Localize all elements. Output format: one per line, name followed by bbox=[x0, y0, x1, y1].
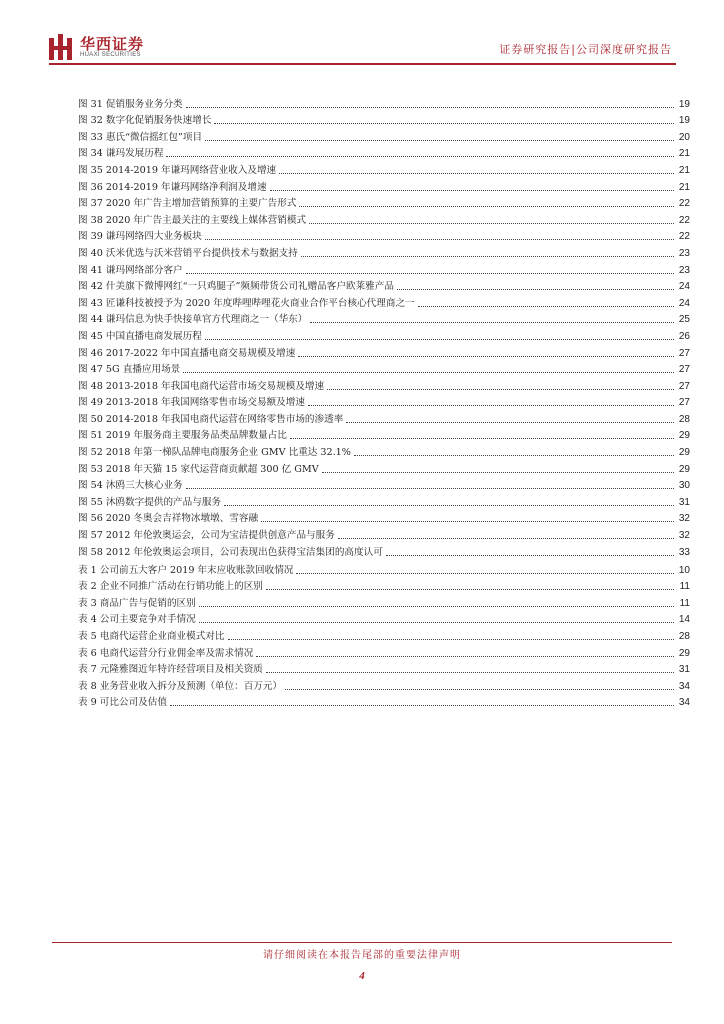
toc-entry-page-number: 22 bbox=[678, 214, 690, 226]
toc-entry-label: 表 5 电商代运营企业商业模式对比 bbox=[78, 630, 225, 642]
toc-entry-page-number: 30 bbox=[678, 480, 690, 492]
toc-entry-label: 表 9 可比公司及估值 bbox=[78, 697, 167, 709]
dot-leader bbox=[310, 322, 674, 323]
table-index-entry[interactable] bbox=[78, 610, 690, 627]
toc-entry-page-number: 32 bbox=[678, 530, 690, 542]
dot-leader bbox=[199, 622, 674, 623]
dot-leader bbox=[346, 422, 674, 423]
dot-leader bbox=[308, 405, 674, 406]
toc-entry-page-number: 20 bbox=[678, 131, 690, 143]
page-header bbox=[0, 0, 724, 70]
figure-index-entry[interactable] bbox=[78, 492, 690, 509]
dot-leader bbox=[270, 190, 674, 191]
figure-index-entry[interactable] bbox=[78, 393, 690, 410]
toc-entry-label: 图 44 谦玛信息为快手快接单官方代理商之一（华东） bbox=[78, 314, 308, 326]
toc-entry-page-number: 34 bbox=[678, 680, 690, 692]
figure-index-entry[interactable] bbox=[78, 277, 690, 294]
figure-index-entry[interactable] bbox=[78, 509, 690, 526]
toc-entry-label: 表 4 公司主要竞争对手情况 bbox=[78, 614, 196, 626]
toc-entry-label: 图 45 中国直播电商发展历程 bbox=[78, 330, 202, 342]
table-index-entry[interactable] bbox=[78, 626, 690, 643]
figure-index-entry[interactable] bbox=[78, 442, 690, 459]
dot-leader bbox=[170, 705, 674, 706]
toc-entry-label: 图 36 2014-2019 年谦玛网络净利润及增速 bbox=[78, 181, 267, 193]
toc-entry-page-number: 11 bbox=[679, 581, 690, 593]
dot-leader bbox=[205, 239, 674, 240]
toc-entry-label: 图 46 2017-2022 年中国直播电商交易规模及增速 bbox=[78, 347, 296, 359]
figure-index-entry[interactable] bbox=[78, 426, 690, 443]
huaxi-logo-icon bbox=[49, 34, 73, 60]
toc-entry-label: 图 42 什美旗下微博网红“一只鸡腿子”频频带货公司礼赠品客户欧莱雅产品 bbox=[78, 281, 394, 293]
toc-entry-label: 图 39 谦玛网络四大业务板块 bbox=[78, 231, 202, 243]
figure-index-entry[interactable] bbox=[78, 525, 690, 542]
toc-entry-page-number: 29 bbox=[678, 430, 690, 442]
toc-entry-page-number: 28 bbox=[678, 413, 690, 425]
dot-leader bbox=[309, 223, 674, 224]
toc-entry-page-number: 21 bbox=[678, 148, 690, 160]
table-index-entry[interactable] bbox=[78, 593, 690, 610]
figure-index-entry[interactable] bbox=[78, 260, 690, 277]
figure-index-entry[interactable] bbox=[78, 293, 690, 310]
dot-leader bbox=[338, 538, 674, 539]
dot-leader bbox=[301, 256, 674, 257]
toc-entry-label: 图 50 2014-2018 年我国电商代运营在网络零售市场的渗透率 bbox=[78, 413, 344, 425]
figure-index-entry[interactable] bbox=[78, 360, 690, 377]
toc-entry-page-number: 29 bbox=[678, 447, 690, 459]
toc-entry-label: 图 33 惠氏“微信摇红包”项目 bbox=[78, 131, 203, 143]
header-divider bbox=[49, 63, 676, 65]
table-index-entry[interactable] bbox=[78, 660, 690, 677]
toc-entry-page-number: 29 bbox=[678, 647, 690, 659]
toc-entry-label: 图 52 2018 年第一梯队品牌电商服务企业 GMV 比重达 32.1% bbox=[78, 447, 351, 459]
toc-entry-page-number: 25 bbox=[678, 314, 690, 326]
toc-entry-page-number: 31 bbox=[678, 664, 690, 676]
toc-entry-page-number: 22 bbox=[678, 198, 690, 210]
figure-index-entry[interactable] bbox=[78, 409, 690, 426]
dot-leader bbox=[327, 389, 674, 390]
toc-entry-label: 图 31 促销服务业务分类 bbox=[78, 98, 183, 110]
toc-entry-page-number: 23 bbox=[678, 247, 690, 259]
figure-index-entry[interactable] bbox=[78, 210, 690, 227]
dot-leader bbox=[228, 639, 674, 640]
dot-leader bbox=[322, 472, 674, 473]
toc-entry-label: 图 34 谦玛发展历程 bbox=[78, 148, 164, 160]
toc-entry-page-number: 14 bbox=[678, 614, 690, 626]
logo-name-cn: 华西证券 bbox=[80, 35, 145, 53]
dot-leader bbox=[214, 123, 674, 124]
figure-index-entry[interactable] bbox=[78, 177, 690, 194]
toc-entry-label: 图 48 2013-2018 年我国电商代运营市场交易规模及增速 bbox=[78, 380, 325, 392]
toc-entry-label: 图 32 数字化促销服务快速增长 bbox=[78, 115, 212, 127]
table-index-list bbox=[78, 560, 690, 709]
table-index-entry[interactable] bbox=[78, 676, 690, 693]
toc-entry-page-number: 27 bbox=[678, 364, 690, 376]
toc-entry-label: 表 7 元隆雅图近年特许经营项目及相关资质 bbox=[78, 664, 263, 676]
toc-entry-label: 图 49 2013-2018 年我国网络零售市场交易额及增速 bbox=[78, 397, 305, 409]
toc-entry-page-number: 34 bbox=[678, 697, 690, 709]
figure-index-entry[interactable] bbox=[78, 243, 690, 260]
toc-entry-page-number: 24 bbox=[678, 297, 690, 309]
toc-entry-page-number: 10 bbox=[678, 564, 690, 576]
toc-entry-page-number: 27 bbox=[678, 380, 690, 392]
table-index-entry[interactable] bbox=[78, 643, 690, 660]
toc-entry-page-number: 21 bbox=[678, 164, 690, 176]
figure-index-entry[interactable] bbox=[78, 194, 690, 211]
toc-entry-page-number: 23 bbox=[678, 264, 690, 276]
toc-entry-page-number: 27 bbox=[678, 397, 690, 409]
toc-entry-page-number: 26 bbox=[678, 330, 690, 342]
dot-leader bbox=[186, 107, 674, 108]
toc-entry-label: 图 40 沃米优选与沃米营销平台提供技术与数据支持 bbox=[78, 247, 298, 259]
toc-entry-label: 图 56 2020 冬奥会吉祥物冰墩墩、雪容融 bbox=[78, 513, 259, 525]
table-index-entry[interactable] bbox=[78, 577, 690, 594]
toc-entry-label: 图 43 匠谦科技被授予为 2020 年度哔哩哔哩花火商业合作平台核心代理商之一 bbox=[78, 297, 415, 309]
dot-leader bbox=[266, 672, 674, 673]
figure-index-entry[interactable] bbox=[78, 144, 690, 161]
figure-index-entry[interactable] bbox=[78, 310, 690, 327]
figure-index-entry[interactable] bbox=[78, 160, 690, 177]
toc-entry-page-number: 24 bbox=[678, 281, 690, 293]
page-number: 4 bbox=[359, 970, 365, 982]
toc-entry-page-number: 29 bbox=[678, 463, 690, 475]
toc-entry-label: 图 37 2020 年广告主增加营销预算的主要广告形式 bbox=[78, 198, 297, 210]
dot-leader bbox=[166, 156, 674, 157]
toc-entry-page-number: 21 bbox=[678, 181, 690, 193]
toc-entry-label: 图 38 2020 年广告主最关注的主要线上媒体营销模式 bbox=[78, 214, 307, 226]
legal-disclaimer-note: 请仔细阅读在本报告尾部的重要法律声明 bbox=[263, 950, 461, 961]
toc-entry-page-number: 31 bbox=[678, 496, 690, 508]
toc-entry-label: 图 57 2012 年伦敦奥运会，公司为宝洁提供创意产品与服务 bbox=[78, 530, 335, 542]
toc-entry-label: 图 51 2019 年服务商主要服务品类品牌数量占比 bbox=[78, 430, 287, 442]
report-type-label: 证券研究报告|公司深度研究报告 bbox=[499, 43, 672, 56]
dot-leader bbox=[299, 206, 674, 207]
dot-leader bbox=[183, 372, 674, 373]
toc-entry-label: 图 53 2018 年天猫 15 家代运营商贡献超 300 亿 GMV bbox=[78, 463, 319, 475]
dot-leader bbox=[386, 555, 674, 556]
dot-leader bbox=[199, 606, 674, 607]
toc-entry-label: 表 2 企业不同推广活动在行销功能上的区别 bbox=[78, 581, 263, 593]
dot-leader bbox=[298, 356, 674, 357]
logo-name-en: HUAXI SECURITIES bbox=[80, 52, 141, 58]
figure-index-entry[interactable] bbox=[78, 343, 690, 360]
figure-index-entry[interactable] bbox=[78, 542, 690, 559]
figure-index-entry[interactable] bbox=[78, 111, 690, 128]
figure-index-entry[interactable] bbox=[78, 376, 690, 393]
figure-index-list bbox=[78, 94, 690, 559]
toc-entry-label: 表 3 商品广告与促销的区别 bbox=[78, 597, 196, 609]
toc-entry-label: 图 54 沐鸥三大核心业务 bbox=[78, 480, 183, 492]
table-index-entry[interactable] bbox=[78, 560, 690, 577]
dot-leader bbox=[186, 488, 674, 489]
dot-leader bbox=[266, 589, 674, 590]
toc-entry-label: 图 35 2014-2019 年谦玛网络营业收入及增速 bbox=[78, 164, 277, 176]
dot-leader bbox=[397, 289, 674, 290]
toc-entry-page-number: 33 bbox=[678, 546, 690, 558]
dot-leader bbox=[296, 573, 674, 574]
footer-divider bbox=[52, 942, 672, 943]
toc-entry-page-number: 19 bbox=[678, 115, 690, 127]
table-index-entry[interactable] bbox=[78, 693, 690, 710]
toc-entry-page-number: 32 bbox=[678, 513, 690, 525]
dot-leader bbox=[279, 173, 674, 174]
toc-entry-label: 表 1 公司前五大客户 2019 年末应收账款回收情况 bbox=[78, 564, 294, 576]
toc-entry-label: 图 58 2012 年伦敦奥运会项目，公司表现出色获得宝洁集团的高度认可 bbox=[78, 546, 383, 558]
toc-entry-page-number: 28 bbox=[678, 630, 690, 642]
figure-index-entry[interactable] bbox=[78, 476, 690, 493]
dot-leader bbox=[354, 455, 674, 456]
figure-index-entry[interactable] bbox=[78, 326, 690, 343]
figure-index-entry[interactable] bbox=[78, 127, 690, 144]
dot-leader bbox=[205, 339, 674, 340]
toc-entry-label: 图 41 谦玛网络部分客户 bbox=[78, 264, 183, 276]
toc-entry-page-number: 11 bbox=[679, 597, 690, 609]
toc-entry-page-number: 19 bbox=[678, 98, 690, 110]
dot-leader bbox=[224, 505, 674, 506]
dot-leader bbox=[418, 306, 674, 307]
toc-entry-label: 表 8 业务营业收入拆分及预测（单位：百万元） bbox=[78, 680, 283, 692]
dot-leader bbox=[285, 689, 674, 690]
toc-entry-page-number: 27 bbox=[678, 347, 690, 359]
toc-entry-label: 图 47 5G 直播应用场景 bbox=[78, 364, 181, 376]
toc-entry-label: 表 6 电商代运营分行业佣金率及需求情况 bbox=[78, 647, 254, 659]
figure-index-entry[interactable] bbox=[78, 459, 690, 476]
toc-entry-page-number: 22 bbox=[678, 231, 690, 243]
figure-index-entry[interactable] bbox=[78, 227, 690, 244]
dot-leader bbox=[290, 438, 674, 439]
dot-leader bbox=[256, 656, 674, 657]
dot-leader bbox=[186, 273, 674, 274]
dot-leader bbox=[261, 521, 674, 522]
figure-index-entry[interactable] bbox=[78, 94, 690, 111]
dot-leader bbox=[205, 140, 674, 141]
toc-entry-label: 图 55 沐鸥数字提供的产品与服务 bbox=[78, 496, 222, 508]
